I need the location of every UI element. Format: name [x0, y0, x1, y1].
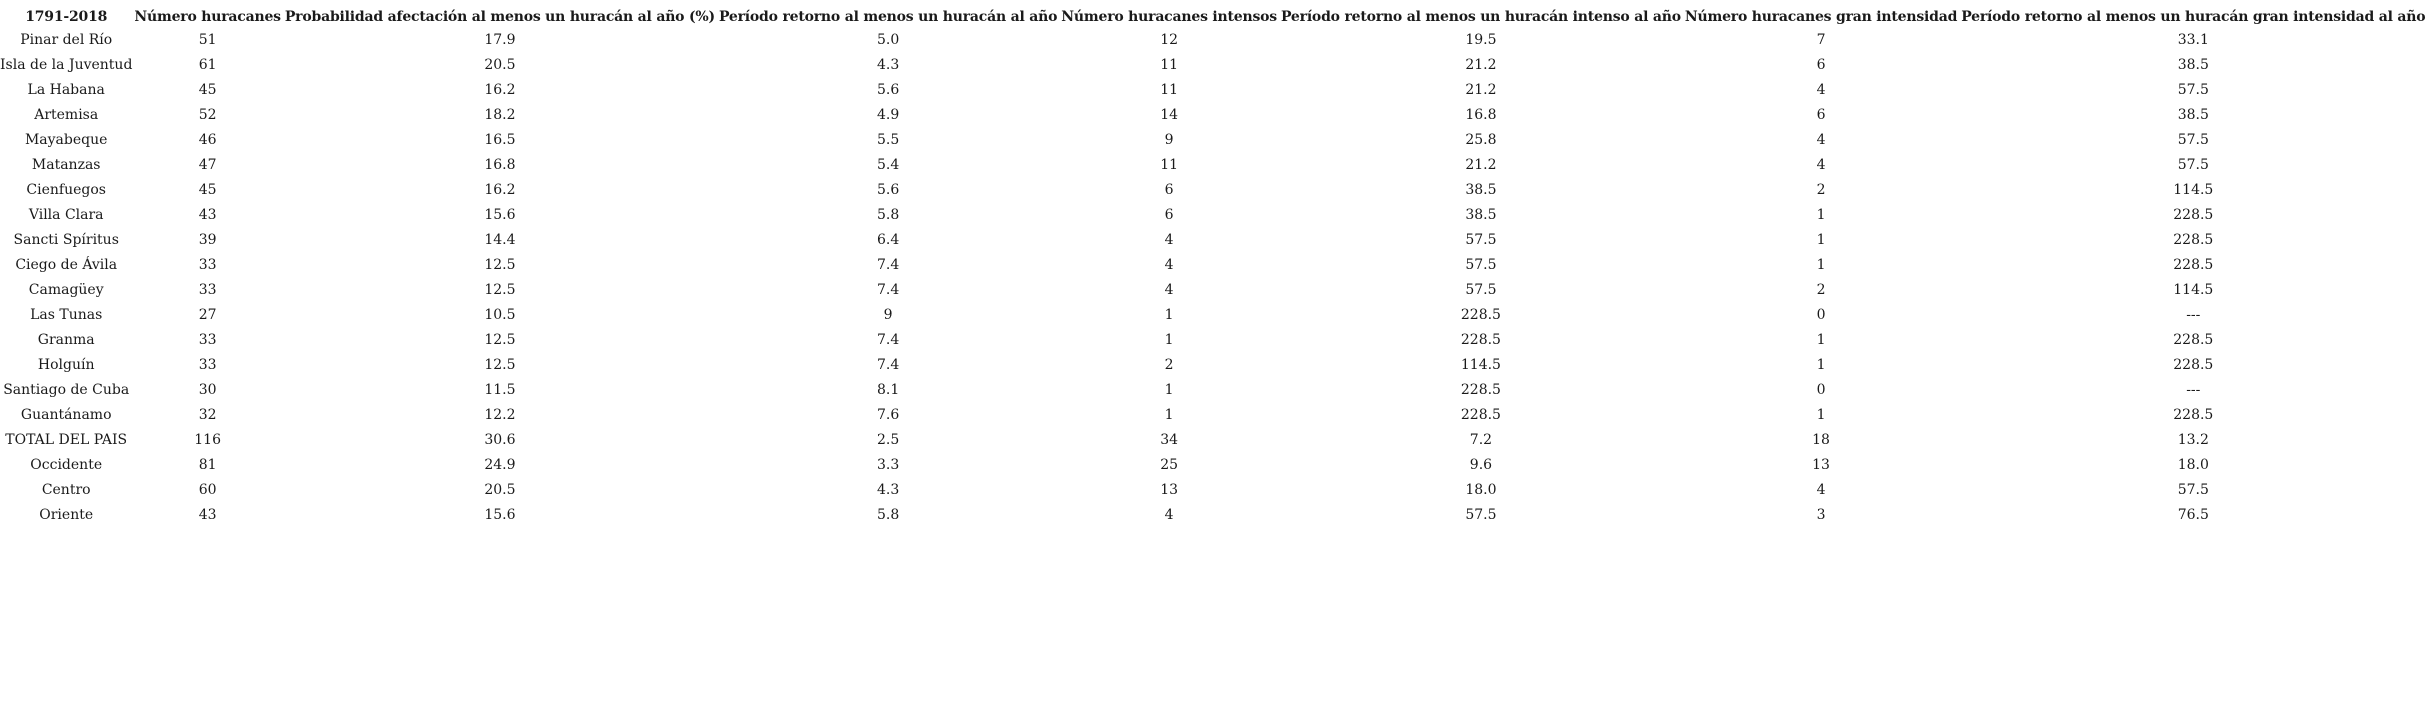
- cell-hurricane-count: 27: [198, 306, 217, 323]
- table-row: [0, 277, 2427, 302]
- cell-intense-return-period: 228.5: [1460, 381, 1501, 398]
- cell-hurricane-count: 45: [198, 181, 217, 198]
- header-hurricane-count: Número huracanes: [134, 8, 281, 25]
- cell-annual-probability: 12.5: [484, 281, 516, 298]
- cell-hurricane-count: 46: [198, 131, 217, 148]
- cell-intense-return-period: 21.2: [1465, 81, 1497, 98]
- cell-region: Granma: [37, 331, 95, 348]
- cell-major-return-period: 228.5: [2173, 256, 2214, 273]
- table-row: [0, 377, 2427, 402]
- cell-hurricane-count: 116: [194, 431, 221, 448]
- table-row: [0, 252, 2427, 277]
- cell-region: Sancti Spíritus: [13, 231, 119, 248]
- cell-hurricane-count: 32: [198, 406, 217, 423]
- header-period: 1791-2018: [25, 8, 108, 25]
- cell-major-count: 1: [1816, 406, 1826, 423]
- table-row: [0, 502, 2427, 527]
- cell-intense-count: 1: [1164, 406, 1174, 423]
- cell-annual-probability: 10.5: [484, 306, 516, 323]
- header-intense-count: Número huracanes intensos: [1061, 8, 1277, 25]
- cell-major-return-period: 114.5: [2173, 181, 2214, 198]
- header-major-count: Número huracanes gran intensidad: [1684, 8, 1958, 25]
- cell-region: Holguín: [37, 356, 95, 373]
- cell-intense-return-period: 38.5: [1465, 181, 1497, 198]
- cell-annual-probability: 18.2: [484, 106, 516, 123]
- table-row: [0, 102, 2427, 127]
- cell-region: Matanzas: [31, 156, 101, 173]
- cell-hurricane-count: 33: [198, 256, 217, 273]
- cell-major-count: 3: [1816, 506, 1826, 523]
- cell-intense-count: 6: [1164, 206, 1174, 223]
- cell-major-return-period: 228.5: [2173, 406, 2214, 423]
- cell-major-count: 6: [1816, 106, 1826, 123]
- cell-intense-return-period: 16.8: [1465, 106, 1497, 123]
- cell-intense-return-period: 21.2: [1465, 156, 1497, 173]
- table-row: [0, 452, 2427, 477]
- cell-major-return-period: 76.5: [2177, 506, 2209, 523]
- cell-major-count: 1: [1816, 206, 1826, 223]
- cell-intense-count: 6: [1164, 181, 1174, 198]
- cell-region: Guantánamo: [20, 406, 112, 423]
- table-row: [0, 302, 2427, 327]
- cell-major-count: 2: [1816, 181, 1826, 198]
- cell-hurricane-count: 61: [198, 56, 217, 73]
- cell-return-period: 6.4: [876, 231, 900, 248]
- cell-hurricane-count: 30: [198, 381, 217, 398]
- cell-intense-return-period: 228.5: [1460, 406, 1501, 423]
- cell-intense-count: 11: [1160, 56, 1179, 73]
- header-return-period: Período retorno al menos un huracán al año: [718, 8, 1058, 25]
- cell-hurricane-count: 51: [198, 31, 217, 48]
- cell-return-period: 5.0: [876, 31, 900, 48]
- cell-major-return-period: 228.5: [2173, 206, 2214, 223]
- cell-return-period: 3.3: [876, 456, 900, 473]
- cell-major-return-period: 57.5: [2177, 156, 2209, 173]
- cell-major-count: 4: [1816, 131, 1826, 148]
- cell-return-period: 5.8: [876, 206, 900, 223]
- cell-hurricane-count: 33: [198, 331, 217, 348]
- cell-intense-return-period: 25.8: [1465, 131, 1497, 148]
- cell-major-return-period: 38.5: [2177, 56, 2209, 73]
- table-row: [0, 27, 2427, 52]
- cell-return-period: 5.4: [876, 156, 900, 173]
- cell-annual-probability: 24.9: [484, 456, 516, 473]
- cell-major-return-period: 38.5: [2177, 106, 2209, 123]
- cell-major-count: 4: [1816, 81, 1826, 98]
- cell-annual-probability: 17.9: [484, 31, 516, 48]
- table-row: [0, 327, 2427, 352]
- cell-major-count: 0: [1816, 381, 1826, 398]
- cell-major-count: 1: [1816, 231, 1826, 248]
- cell-intense-count: 14: [1160, 106, 1179, 123]
- cell-major-count: 7: [1816, 31, 1826, 48]
- cell-region: Pinar del Río: [20, 31, 113, 48]
- cell-region: Occidente: [30, 456, 103, 473]
- cell-return-period: 7.4: [876, 256, 900, 273]
- cell-hurricane-count: 45: [198, 81, 217, 98]
- cell-return-period: 7.6: [876, 406, 900, 423]
- table-row: [0, 427, 2427, 452]
- cell-region: Santiago de Cuba: [3, 381, 130, 398]
- cell-intense-return-period: 57.5: [1465, 506, 1497, 523]
- cell-return-period: 7.4: [876, 331, 900, 348]
- cell-annual-probability: 14.4: [484, 231, 516, 248]
- cell-return-period: 5.8: [876, 506, 900, 523]
- cell-hurricane-count: 60: [198, 481, 217, 498]
- cell-annual-probability: 30.6: [484, 431, 516, 448]
- cell-annual-probability: 15.6: [484, 206, 516, 223]
- cell-return-period: 5.6: [876, 181, 900, 198]
- cell-intense-count: 1: [1164, 331, 1174, 348]
- cell-hurricane-count: 39: [198, 231, 217, 248]
- cell-return-period: 4.3: [876, 481, 900, 498]
- cell-region: Isla de la Juventud: [0, 56, 133, 73]
- cell-annual-probability: 12.5: [484, 331, 516, 348]
- cell-intense-count: 13: [1160, 481, 1179, 498]
- cell-intense-count: 4: [1164, 506, 1174, 523]
- cell-intense-count: 4: [1164, 231, 1174, 248]
- cell-major-return-period: 228.5: [2173, 356, 2214, 373]
- table-row: [0, 227, 2427, 252]
- cell-return-period: 5.5: [876, 131, 900, 148]
- cell-return-period: 2.5: [876, 431, 900, 448]
- cell-annual-probability: 12.5: [484, 256, 516, 273]
- cell-intense-return-period: 228.5: [1460, 306, 1501, 323]
- cell-intense-count: 1: [1164, 381, 1174, 398]
- header-annual-probability: Probabilidad afectación al menos un huracán al año (%): [284, 8, 715, 25]
- cell-major-count: 0: [1816, 306, 1826, 323]
- cell-intense-return-period: 7.2: [1469, 431, 1493, 448]
- cell-major-return-period: 13.2: [2177, 431, 2209, 448]
- cell-region: Centro: [41, 481, 91, 498]
- cell-hurricane-count: 47: [198, 156, 217, 173]
- cell-major-return-period: 57.5: [2177, 481, 2209, 498]
- cell-intense-count: 11: [1160, 156, 1179, 173]
- cell-return-period: 9: [883, 306, 893, 323]
- table-row: [0, 77, 2427, 102]
- table-row: [0, 402, 2427, 427]
- cell-intense-count: 12: [1160, 31, 1179, 48]
- cell-major-return-period: ---: [2186, 306, 2201, 323]
- cell-major-count: 13: [1812, 456, 1830, 473]
- cell-major-count: 1: [1816, 256, 1826, 273]
- cell-major-return-period: 33.1: [2177, 31, 2209, 48]
- cell-annual-probability: 12.5: [484, 356, 516, 373]
- cell-major-count: 4: [1816, 156, 1826, 173]
- cell-major-return-period: ---: [2186, 381, 2201, 398]
- cell-annual-probability: 16.5: [484, 131, 516, 148]
- cell-intense-count: 4: [1164, 281, 1174, 298]
- cell-major-count: 1: [1816, 356, 1826, 373]
- cell-intense-return-period: 21.2: [1465, 56, 1497, 73]
- cell-intense-return-period: 228.5: [1460, 331, 1501, 348]
- cell-annual-probability: 12.2: [484, 406, 516, 423]
- cell-major-return-period: 57.5: [2177, 81, 2209, 98]
- cell-annual-probability: 20.5: [484, 481, 516, 498]
- cell-region: Oriente: [39, 506, 94, 523]
- table-body: [0, 27, 2427, 527]
- table-row: [0, 202, 2427, 227]
- cell-intense-return-period: 18.0: [1465, 481, 1497, 498]
- cell-intense-return-period: 57.5: [1465, 256, 1497, 273]
- cell-return-period: 7.4: [876, 356, 900, 373]
- cell-major-count: 2: [1816, 281, 1826, 298]
- cell-hurricane-count: 52: [198, 106, 217, 123]
- cell-annual-probability: 11.5: [484, 381, 516, 398]
- cell-region: Cienfuegos: [26, 181, 106, 198]
- cell-region: TOTAL DEL PAIS: [5, 431, 128, 448]
- cell-intense-count: 34: [1160, 431, 1179, 448]
- table-header-row: [0, 6, 2427, 27]
- cell-major-count: 6: [1816, 56, 1826, 73]
- cell-intense-return-period: 9.6: [1469, 456, 1493, 473]
- cell-region: Las Tunas: [30, 306, 103, 323]
- cell-intense-count: 11: [1160, 81, 1179, 98]
- cell-major-return-period: 57.5: [2177, 131, 2209, 148]
- hurricane-statistics-table: [0, 6, 2427, 527]
- header-intense-return-period: Período retorno al menos un huracán intenso al año: [1280, 8, 1681, 25]
- cell-hurricane-count: 33: [198, 281, 217, 298]
- cell-intense-return-period: 114.5: [1460, 356, 1501, 373]
- cell-major-return-period: 114.5: [2173, 281, 2214, 298]
- cell-return-period: 4.3: [876, 56, 900, 73]
- cell-return-period: 8.1: [876, 381, 900, 398]
- cell-intense-count: 1: [1164, 306, 1174, 323]
- cell-intense-return-period: 57.5: [1465, 231, 1497, 248]
- cell-return-period: 7.4: [876, 281, 900, 298]
- cell-intense-count: 9: [1164, 131, 1174, 148]
- cell-major-count: 1: [1816, 331, 1826, 348]
- table-row: [0, 127, 2427, 152]
- cell-region: Camagüey: [28, 281, 104, 298]
- cell-hurricane-count: 43: [198, 506, 217, 523]
- cell-annual-probability: 16.2: [484, 181, 516, 198]
- cell-intense-return-period: 38.5: [1465, 206, 1497, 223]
- cell-intense-count: 4: [1164, 256, 1174, 273]
- cell-hurricane-count: 33: [198, 356, 217, 373]
- cell-annual-probability: 16.2: [484, 81, 516, 98]
- header-major-return-period: Período retorno al menos un huracán gran intensidad al año: [1961, 8, 2426, 25]
- cell-region: Artemisa: [34, 106, 99, 123]
- cell-return-period: 4.9: [876, 106, 900, 123]
- cell-major-return-period: 228.5: [2173, 231, 2214, 248]
- table-row: [0, 52, 2427, 77]
- cell-intense-return-period: 19.5: [1465, 31, 1497, 48]
- table-row: [0, 152, 2427, 177]
- cell-region: La Habana: [27, 81, 105, 98]
- cell-region: Mayabeque: [24, 131, 108, 148]
- cell-region: Villa Clara: [28, 206, 104, 223]
- cell-hurricane-count: 43: [198, 206, 217, 223]
- cell-annual-probability: 20.5: [484, 56, 516, 73]
- cell-intense-count: 2: [1164, 356, 1174, 373]
- cell-annual-probability: 16.8: [484, 156, 516, 173]
- cell-major-return-period: 18.0: [2177, 456, 2209, 473]
- cell-intense-return-period: 57.5: [1465, 281, 1497, 298]
- table-row: [0, 477, 2427, 502]
- cell-region: Ciego de Ávila: [15, 256, 118, 273]
- table-row: [0, 177, 2427, 202]
- table-row: [0, 352, 2427, 377]
- cell-intense-count: 25: [1160, 456, 1179, 473]
- cell-major-count: 4: [1816, 481, 1826, 498]
- cell-return-period: 5.6: [876, 81, 900, 98]
- cell-hurricane-count: 81: [198, 456, 217, 473]
- cell-annual-probability: 15.6: [484, 506, 516, 523]
- cell-major-count: 18: [1812, 431, 1830, 448]
- cell-major-return-period: 228.5: [2173, 331, 2214, 348]
